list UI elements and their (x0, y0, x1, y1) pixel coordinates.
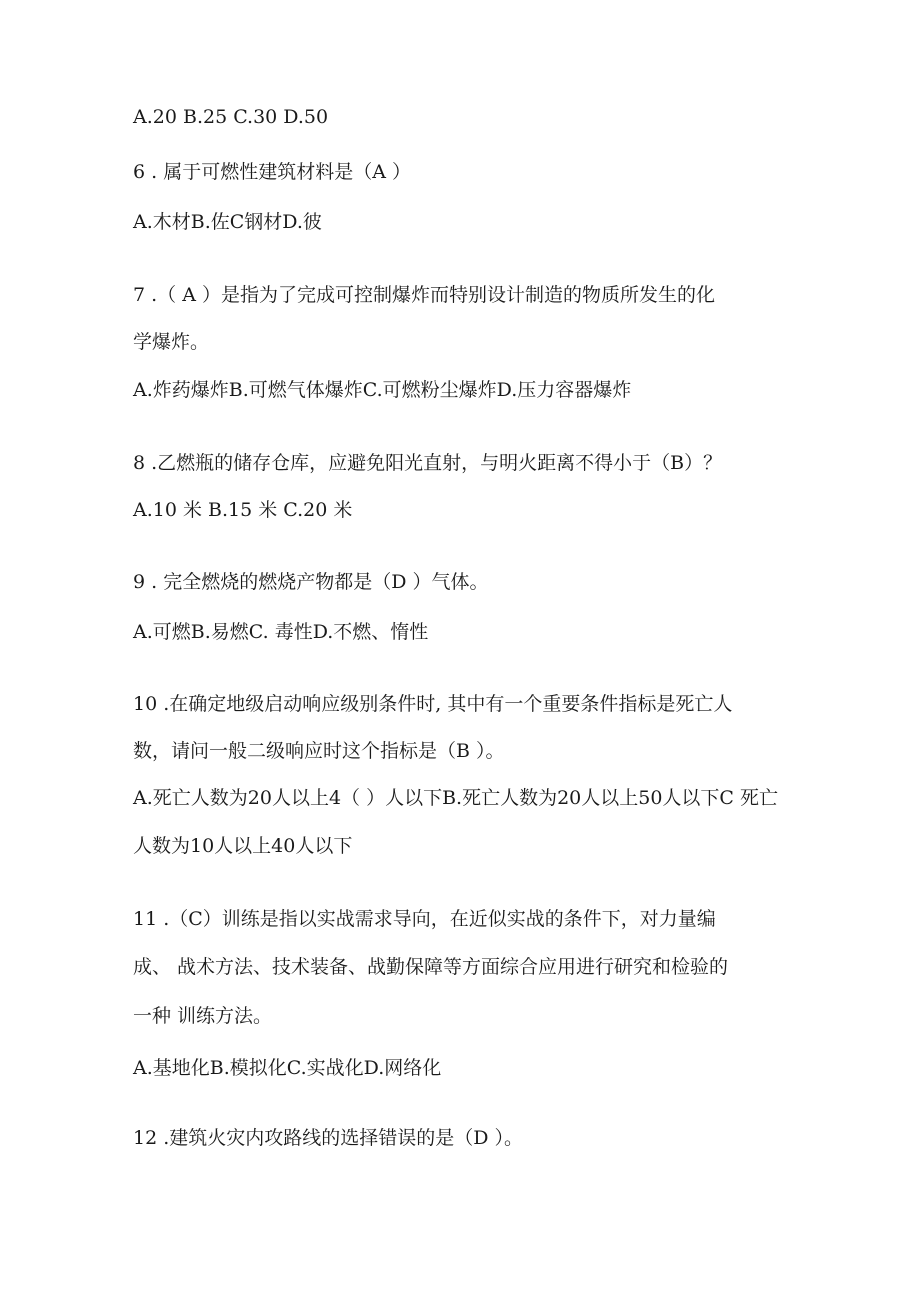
question-11-line-1: 11 .（C）训练是指以实战需求导向，在近似实战的条件下，对力量编 (133, 908, 716, 930)
question-11-line-2: 成、 战术方法、技术装备、战勤保障等方面综合应用进行研究和检验的 (133, 956, 729, 978)
answer-options-q11: A.基地化B.模拟化C.实战化D.网络化 (133, 1057, 442, 1079)
answer-options-q7: A.炸药爆炸B.可燃气体爆炸C.可燃粉尘爆炸D.压力容器爆炸 (133, 379, 632, 401)
question-10-line-2: 数，请问一般二级响应时这个指标是（B ）。 (133, 740, 505, 762)
question-9: 9 . 完全燃烧的燃烧产物都是（D ）气体。 (133, 571, 489, 593)
question-11-line-3: 一种 训练方法。 (133, 1005, 273, 1027)
answer-options-q9: A.可燃B.易燃C. 毒性D.不燃、惰性 (133, 621, 429, 643)
question-7-line-1: 7 .（ A ）是指为了完成可控制爆炸而特别设计制造的物质所发生的化 (133, 284, 715, 306)
answer-options-q10-line-2: 人数为10人以上40人以下 (133, 835, 353, 857)
question-12: 12 .建筑火灾内攻路线的选择错误的是（D ）。 (133, 1127, 524, 1149)
question-8: 8 .乙燃瓶的储存仓库，应避免阳光直射，与明火距离不得小于（B）？ (133, 452, 723, 474)
question-7-line-2: 学爆炸。 (133, 331, 210, 353)
question-10-line-1: 10 .在确定地级启动响应级别条件时, 其中有一个重要条件指标是死亡人 (133, 693, 733, 715)
answer-options-q10-line-1: A.死亡人数为20人以上4（ ）人以下B.死亡人数为20人以上50人以下C 死亡 (133, 787, 778, 809)
answer-options-q6: A.木材B.佐C钢材D.彼 (133, 211, 322, 233)
answer-options-q5: A.20 B.25 C.30 D.50 (133, 106, 329, 128)
answer-options-q8: A.10 米 B.15 米 C.20 米 (133, 499, 353, 521)
question-6: 6 . 属于可燃性建筑材料是（A ） (133, 161, 411, 183)
